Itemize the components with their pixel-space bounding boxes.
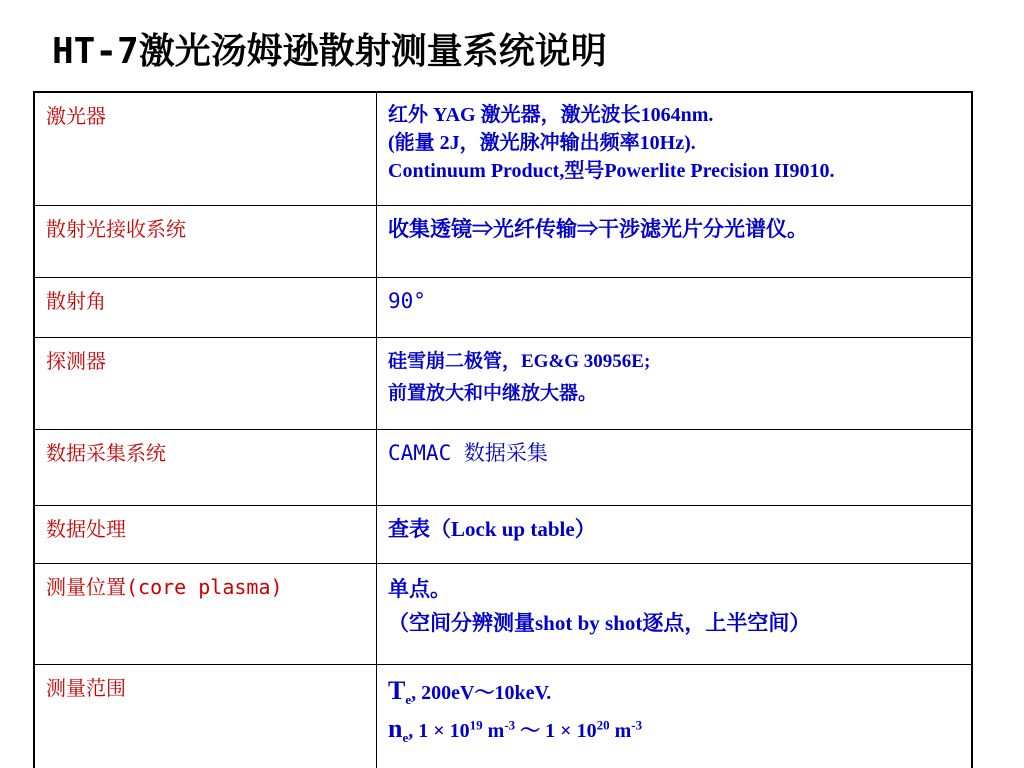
value-line: 红外 YAG 激光器，激光波长1064nm.: [388, 104, 714, 126]
value-line: （空间分辨测量shot by shot逐点，上半空间）: [388, 611, 811, 635]
row-value: [377, 278, 973, 338]
row-label: 散射光接收系统: [34, 206, 377, 278]
table-row-receiver: [34, 206, 972, 278]
value-line: (能量 2J，激光脉冲输出频率10Hz).: [388, 132, 696, 154]
ne-separator: ～ 1 × 10: [515, 720, 597, 742]
page-title: HT-7激光汤姆逊散射测量系统说明: [52, 31, 607, 72]
value-line: 前置放大和中继放大器。: [388, 383, 598, 404]
row-value: [377, 92, 973, 206]
table-row-range: [34, 665, 972, 768]
te-symbol: T: [388, 676, 406, 705]
te-subscript: e: [405, 692, 412, 707]
ne-unit-1-exponent: -3: [504, 717, 516, 733]
table-row-laser: [34, 92, 972, 206]
table-row-processing: [34, 506, 972, 564]
ne-unit-2: m: [609, 720, 632, 742]
ne-range-line: [388, 711, 961, 749]
value-line: 90°: [388, 289, 426, 313]
row-value: [377, 430, 973, 506]
row-label: 探测器: [34, 338, 377, 430]
row-label: 数据处理: [34, 506, 377, 564]
te-range-line: [388, 673, 961, 711]
row-value: [377, 506, 973, 564]
value-line: 查表（Lock up table）: [388, 517, 596, 541]
spec-table: [33, 91, 973, 768]
ne-high-exponent: 20: [596, 717, 610, 733]
te-range-text: , 200eV～10keV.: [411, 682, 552, 704]
value-line: Continuum Product,型号Powerlite Precision II9010.: [388, 160, 835, 182]
table-row-position: [34, 564, 972, 665]
value-line: CAMAC 数据采集: [388, 441, 548, 465]
ne-subscript: e: [402, 730, 409, 745]
row-value: [377, 206, 973, 278]
value-line: 单点。: [388, 577, 451, 601]
table-row-angle: [34, 278, 972, 338]
row-value: [377, 665, 973, 768]
ne-unit-2-exponent: -3: [631, 717, 643, 733]
ne-low-exponent: 19: [469, 717, 483, 733]
row-label: 激光器: [34, 92, 377, 206]
row-label: 测量位置(core plasma): [34, 564, 377, 665]
row-label: 散射角: [34, 278, 377, 338]
table-row-daq: [34, 430, 972, 506]
value-line: 收集透镜⇒光纤传输⇒干涉滤光片分光谱仪。: [388, 217, 808, 241]
row-label: 测量范围: [34, 665, 377, 768]
ne-unit-1: m: [482, 720, 505, 742]
row-label: 数据采集系统: [34, 430, 377, 506]
row-value: [377, 338, 973, 430]
ne-low-prefix: , 1 × 10: [408, 720, 470, 742]
row-value: [377, 564, 973, 665]
ne-symbol: n: [388, 714, 403, 743]
table-row-detector: [34, 338, 972, 430]
value-line: 硅雪崩二极管，EG&G 30956E;: [388, 351, 651, 372]
